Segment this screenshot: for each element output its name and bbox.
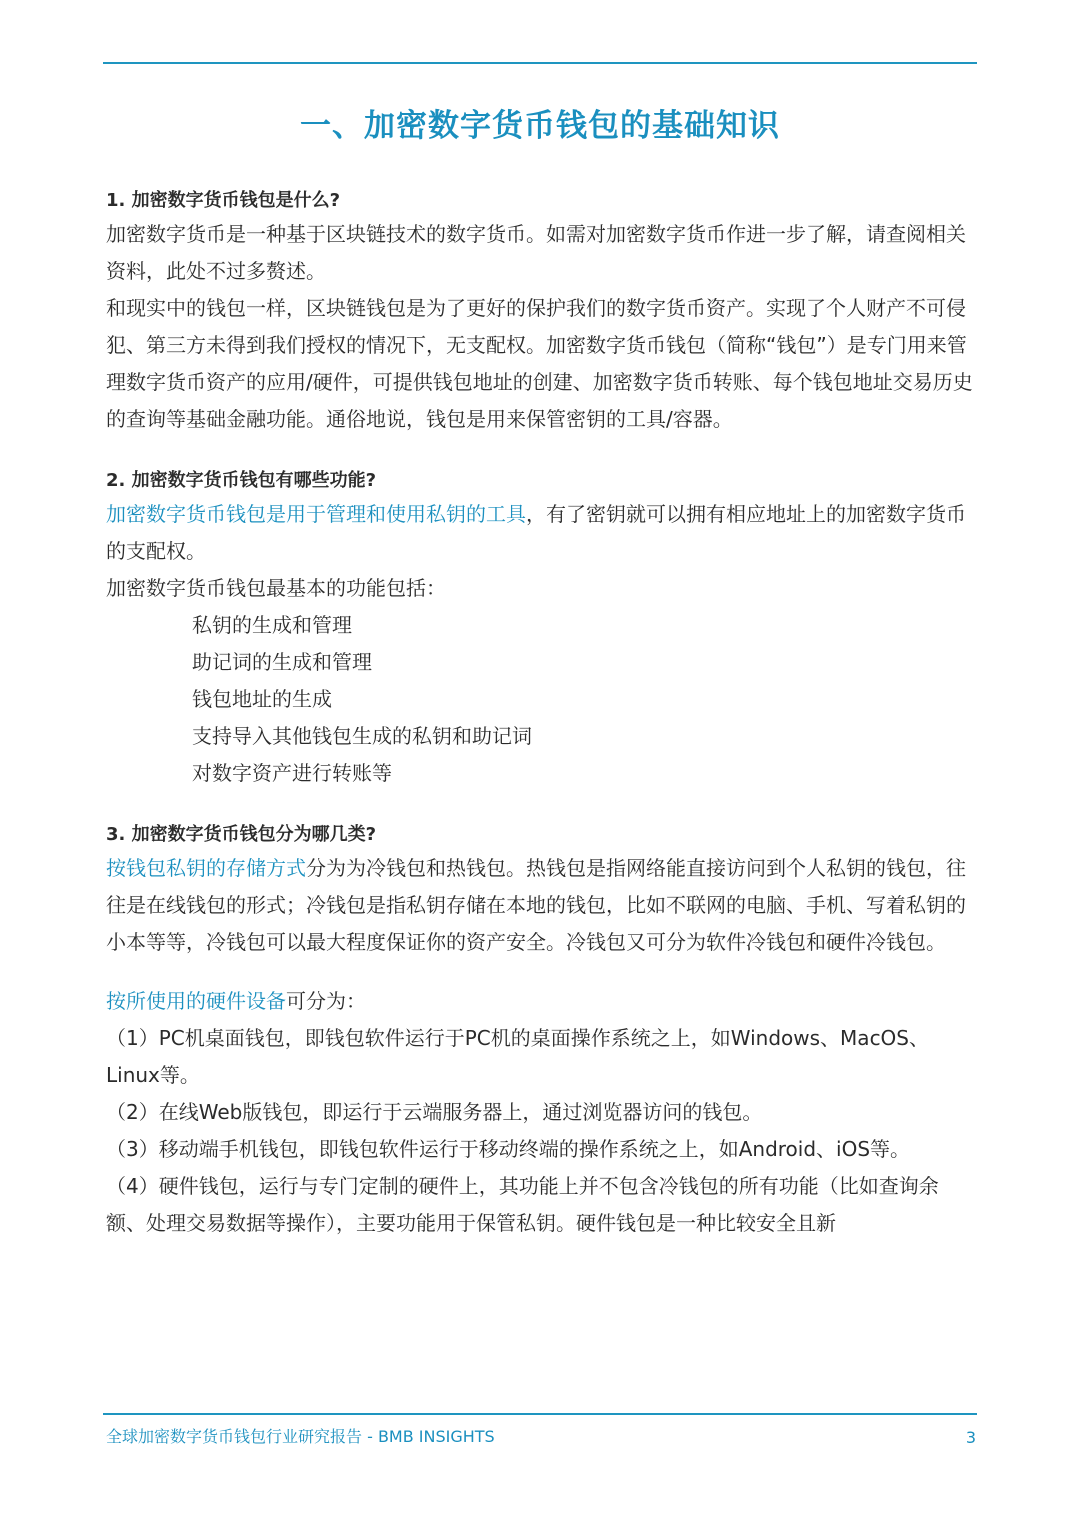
- section-2-highlight: 加密数字货币钱包是用于管理和使用私钥的工具: [106, 502, 526, 526]
- section-3-highlight-storage: 按钱包私钥的存储方式: [106, 856, 306, 880]
- section-3-paragraph-1-rest: 分为为冷钱包和热钱包。热钱包是指网络能直接访问到个人私钥的钱包，往往是在线钱包的形式；冷钱包是指私钥存储在本地的钱包，比如不联网的电脑、手机、写着私钥的小本等等，冷钱包可以最大程度保证你的资产安全。冷钱包又可分为软件冷钱包和硬件冷钱包。: [106, 856, 966, 954]
- footer-report-title: 全球加密数字货币钱包行业研究报告 - BMB INSIGHTS: [106, 1427, 495, 1446]
- page-title: 一、加密数字货币钱包的基础知识: [300, 108, 780, 144]
- section-3-paragraph-2: [106, 983, 976, 1020]
- section-1-heading: 1. 加密数字货币钱包是什么?: [106, 190, 341, 211]
- section-2-paragraph-2: 加密数字货币钱包最基本的功能包括：: [106, 576, 446, 600]
- wallet-type-1: （1）PC机桌面钱包，即钱包软件运行于PC机的桌面操作系统之上，如Windows、MacOS、Linux等。: [106, 1026, 929, 1087]
- section-1-paragraph-2: 和现实中的钱包一样，区块链钱包是为了更好的保护我们的数字货币资产。实现了个人财产不可侵犯、第三方未得到我们授权的情况下，无支配权。加密数字货币钱包（简称“钱包”）是专门用来管理数字货币资产的应用/硬件，可提供钱包地址的创建、加密数字货币转账、每个钱包地址交易历史的查询等基础金融功能。通俗地说，钱包是用来保管密钥的工具/容器。: [106, 296, 973, 431]
- function-list: [106, 607, 976, 792]
- section-3-paragraph-2-rest: 可分为：: [286, 989, 366, 1013]
- wallet-type-4: （4）硬件钱包，运行与专门定制的硬件上，其功能上并不包含冷钱包的所有功能（比如查询余额、处理交易数据等操作），主要功能用于保管私钥。硬件钱包是一种比较安全且新: [106, 1174, 939, 1235]
- section-2-paragraph-1-rest: ，有了密钥就可以拥有相应地址上的加密数字货币的支配权。: [106, 502, 966, 563]
- section-3-heading: 3. 加密数字货币钱包分为哪几类?: [106, 824, 377, 845]
- list-item: 支持导入其他钱包生成的私钥和助记词: [192, 724, 532, 748]
- list-item: 对数字资产进行转账等: [192, 761, 392, 785]
- list-item: 助记词的生成和管理: [192, 650, 372, 674]
- list-item: 钱包地址的生成: [192, 687, 332, 711]
- document-body: [106, 186, 976, 1242]
- header-rule: [103, 62, 977, 64]
- page-number: 3: [965, 1428, 976, 1447]
- footer-rule: [103, 1413, 977, 1415]
- section-1-paragraph-1: 加密数字货币是一种基于区块链技术的数字货币。如需对加密数字货币作进一步了解，请查阅相关资料，此处不过多赘述。: [106, 222, 966, 283]
- list-item: 私钥的生成和管理: [192, 613, 352, 637]
- section-3-paragraph-1: [106, 850, 976, 961]
- wallet-type-3: （3）移动端手机钱包，即钱包软件运行于移动终端的操作系统之上，如Android、iOS等。: [106, 1137, 911, 1161]
- wallet-type-2: （2）在线Web版钱包，即运行于云端服务器上，通过浏览器访问的钱包。: [106, 1100, 763, 1124]
- section-3-highlight-hardware: 按所使用的硬件设备: [106, 989, 286, 1013]
- section-2-paragraph-1: [106, 496, 976, 570]
- section-2-heading: 2. 加密数字货币钱包有哪些功能?: [106, 470, 377, 491]
